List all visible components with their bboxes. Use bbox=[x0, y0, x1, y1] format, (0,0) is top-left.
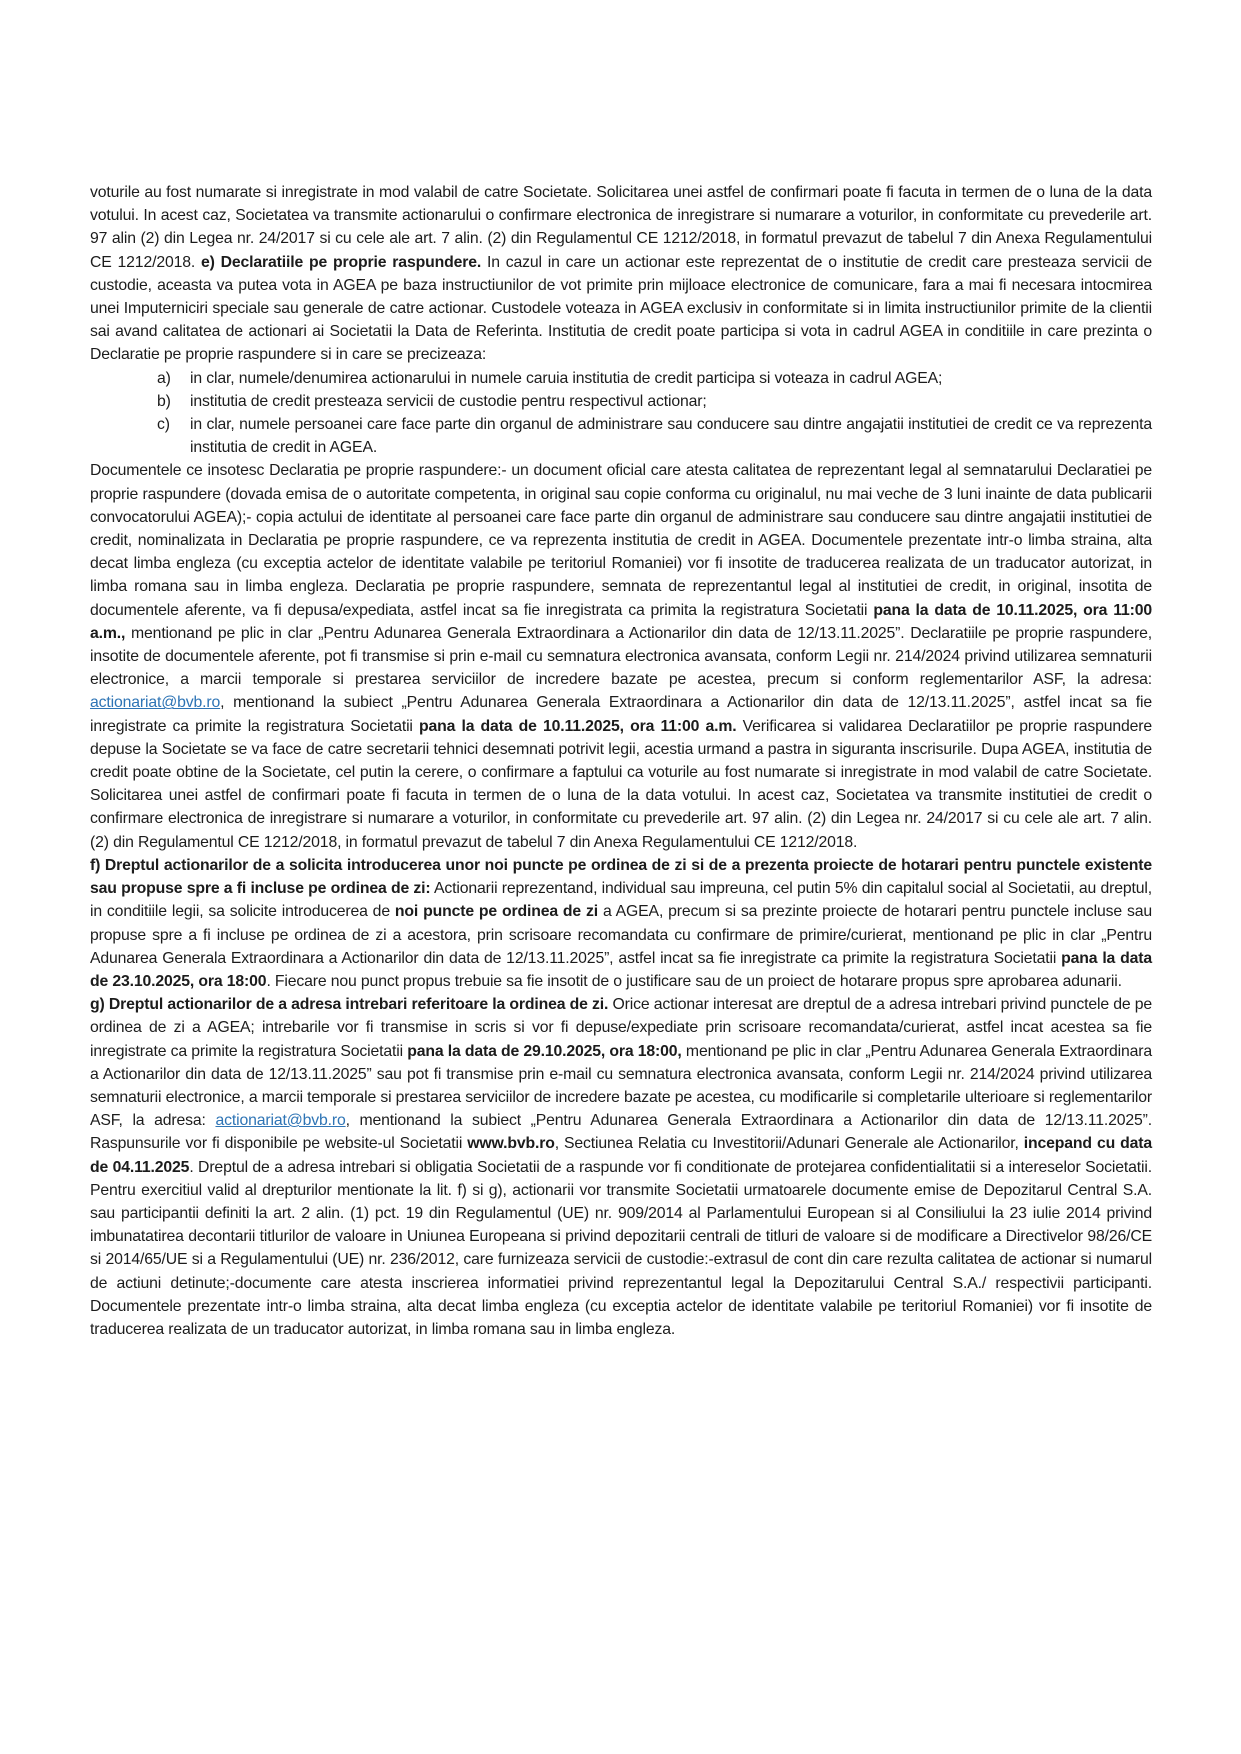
list-marker: a) bbox=[157, 369, 171, 387]
text-run: , Sectiunea Relatia cu Investitorii/Adunari Generale ale Actionarilor, bbox=[554, 1135, 1024, 1153]
bold-text-run: pana la data de 23.10.2025, ora 18:00 bbox=[90, 949, 1152, 990]
list-item bbox=[90, 390, 1152, 413]
bold-text-run: f) Dreptul actionarilor de a solicita introducerea unor noi puncte pe ordinea de zi si de a prezenta proiecte de hotarari pentru punctele existente sau propuse spre a fi incluse pe ordinea de zi: bbox=[90, 856, 1152, 898]
list-marker: b) bbox=[157, 392, 171, 410]
document-body bbox=[90, 181, 1152, 1341]
list-item bbox=[90, 413, 1152, 459]
paragraph bbox=[90, 459, 1152, 853]
bold-text-run: g) Dreptul actionarilor de a adresa intrebari referitoare la ordinea de zi. bbox=[90, 996, 609, 1014]
text-run: . Dreptul de a adresa intrebari si obligatia Societatii de a raspunde vor fi conditionate de protejarea confidentialitatii si a intereselor Societatii. Pentru exercitiul valid al drepturilor mentionate la lit. f) si g), actionarii vor transmite Societatii urmatoarele documente emise de Depozitarul Central S.A. sau participantii definiti la art. 2 alin. (1) pct. 19 din Regulamentul (UE) nr. 909/2014 al Parlamentului European si al Consiliului la 23 iulie 2014 privind imbunatatirea decontarii titlurilor de valoare in Uniunea Europeana si privind depozitarii centrali de titluri de valoare si de modificare a Directivelor 98/26/CE si 2014/65/UE si a Regulamentului (UE) nr. 236/2012, care furnizeaza servicii de custodie:-extrasul de cont din care rezulta calitatea de actionar si numarul de actiuni detinute;-documente care atesta inscrierea informatiei privind reprezentantul legal la Depozitarului Central S.A./ respectivii participanti. Documentele prezentate intr-o limba straina, alta decat limba engleza (cu exceptia actelor de identitate valabile pe teritoriul Romaniei) vor fi insotite de traducerea realizata de un traducator autorizat, in limba romana sau in limba engleza. bbox=[90, 1158, 1152, 1338]
bold-text-run: e) Declaratiile pe proprie raspundere. bbox=[201, 253, 482, 271]
text-run: Documentele ce insotesc Declaratia pe proprie raspundere:- un document oficial care atesta calitatea de reprezentant legal al semnatarului Declaratiei pe proprie raspundere (dovada emisa de o autoritate competenta, in original sau copie conforma cu originalul, nu mai veche de 3 luni inainte de data publicarii convocatorului AGEA);- copia actului de identitate al persoanei care face parte din organul de administrare sau conducere sau dintre angajatii institutiei de credit, nominalizata in Declaratia pe proprie raspundere, ce va reprezenta institutia de credit in AGEA. Documentele prezentate intr-o limba straina, alta decat limba engleza (cu exceptia actelor de identitate valabile pe teritoriul Romaniei) vor fi insotite de traducerea realizata de un traducator autorizat, in limba romana sau in limba engleza. Declaratia pe proprie raspundere, semnata de reprezentantul legal al institutiei de credit, in original, insotita de documentele aferente, va fi depusa/expediata, astfel incat sa fie inregistrata ca primita la registratura Societatii bbox=[90, 462, 1152, 619]
bold-text-run: noi puncte pe ordinea de zi bbox=[394, 903, 598, 921]
text-run: mentionand pe plic in clar „Pentru Adunarea Generala Extraordinara a Actionarilor din data de 12/13.11.2025” sau pot fi transmise prin e-mail cu semnatura electronica avansata, conform Legii nr. 214/2024 privind utilizarea semnaturii electronice, a marcii temporale si prestarea serviciilor de incredere bazate pe acestea, cu modificarile si completarile ulterioare si reglementarilor ASF, la adresa: bbox=[90, 1042, 1153, 1130]
list-item-text bbox=[190, 413, 1152, 459]
text-run: . Fiecare nou punct propus trebuie sa fie insotit de o justificare sau de un proiect de hotarare propus spre aprobarea adunarii. bbox=[266, 972, 1122, 990]
list-item bbox=[90, 367, 1152, 390]
list-item-text bbox=[190, 367, 1152, 390]
lettered-list bbox=[90, 367, 1152, 460]
email-link[interactable]: actionariat@bvb.ro bbox=[215, 1112, 346, 1130]
text-run: Verificarea si validarea Declaratiilor pe proprie raspundere depuse la Societate se va face de catre secretarii tehnici desemnati potrivit legii, acestia urmand a pastra in siguranta inscrisurile. Dupa AGEA, institutia de credit poate obtine de la Societate, cel putin la cerere, o confirmare a faptului ca voturile au fost numarate si inregistrate in mod valabil de catre Societate. Solicitarea unei astfel de confirmari poate fi facuta in termen de o luna de la data votului. In acest caz, Societatea va transmite institutiei de credit o confirmare electronica de inregistrare si numarare a voturilor, in conformitate cu prevederile art. 97 alin. (2) din Legea nr. 24/2017 si cu cele ale art. 7 alin. (2) din Regulamentul CE 1212/2018, in formatul prevazut de tabelul 7 din Anexa Regulamentului CE 1212/2018. bbox=[90, 717, 1152, 851]
text-run: In cazul in care un actionar este reprezentat de o institutie de credit care presteaza servicii de custodie, aceasta va putea vota in AGEA pe baza instructiunilor de vot primite prin mijloace electronice de comunicare, fara a mai fi necesara intocmirea unei Imputerniciri speciale sau generale de catre actionar. Custodele voteaza in AGEA exclusiv in conformitate si in limita instructiunilor primite de la clientii sai avand calitatea de actionari ai Societatii la Data de Referinta. Institutia de credit poate participa si vota in cadrul AGEA in conditiile in care prezinta o Declaratie pe proprie raspundere si in care se precizeaza: bbox=[90, 253, 1153, 364]
paragraph bbox=[90, 181, 1152, 367]
email-link[interactable]: actionariat@bvb.ro bbox=[90, 694, 221, 712]
paragraph bbox=[90, 854, 1152, 993]
text-run: Orice actionar interesat are dreptul de a adresa intrebari privind punctele de pe ordinea de zi a AGEA; intrebarile vor fi transmise in scris si vor fi depuse/expediate prin scrisoare recomandata/curierat, astfel incat acestea sa fie inregistrate ca primite la registratura Societatii bbox=[90, 996, 1152, 1060]
bold-text-run: pana la data de 10.11.2025, ora 11:00 a.m. bbox=[419, 717, 737, 735]
text-run: mentionand pe plic in clar „Pentru Adunarea Generala Extraordinara a Actionarilor din data de 12/13.11.2025”. Declaratiile pe proprie raspundere, insotite de documentele aferente, pot fi transmise si prin e-mail cu semnatura electronica avansata, conform Legii nr. 214/2024 privind utilizarea semnaturii electronice, a marcii temporale si prestarea serviciilor de incredere bazate pe acestea, precum si conform reglementarilor ASF, la adresa: bbox=[90, 624, 1152, 689]
bold-text-run: pana la data de 29.10.2025, ora 18:00, bbox=[407, 1042, 682, 1060]
paragraph bbox=[90, 993, 1152, 1341]
text-run: , mentionand la subiect „Pentru Adunarea Generala Extraordinara a Actionarilor din data de 12/13.11.2025”. Raspunsurile vor fi disponibile pe website-ul Societatii bbox=[90, 1112, 1152, 1153]
bold-text-run: incepand cu data de 04.11.2025 bbox=[90, 1135, 1153, 1176]
text-run: institutia de credit presteaza servicii de custodie pentru respectivul actionar; bbox=[190, 392, 707, 410]
text-run: in clar, numele/denumirea actionarului in numele caruia institutia de credit participa si voteaza in cadrul AGEA; bbox=[190, 369, 943, 387]
text-run: Actionarii reprezentand, individual sau impreuna, cel putin 5% din capitalul social al Societatii, au dreptul, in conditiile legii, sa solicite introducerea de bbox=[90, 880, 1152, 921]
text-run: in clar, numele persoanei care face parte din organul de administrare sau conducere sau dintre angajatii institutiei de credit ce va reprezenta institutia de credit in AGEA. bbox=[190, 416, 1152, 457]
text-run: , mentionand la subiect „Pentru Adunarea Generala Extraordinara a Actionarilor din data de 12/13.11.2025”, astfel incat sa fie inregistrate ca primite la registratura Societatii bbox=[90, 694, 1152, 735]
text-run: voturile au fost numarate si inregistrate in mod valabil de catre Societate. Solicitarea unei astfel de confirmari poate fi facuta in termen de o luna de la data votului. In acest caz, Societatea va transmite actionarului o confirmare electronica de inregistrare si numarare a voturilor, in conformitate cu prevederile art. 97 alin (2) din Legea nr. 24/2017 si cu cele ale art. 7 alin. (2) din Regulamentul CE 1212/2018, in formatul prevazut de tabelul 7 din Anexa Regulamentului CE 1212/2018. bbox=[90, 184, 1152, 271]
list-item-text bbox=[190, 390, 1152, 413]
list-marker: c) bbox=[157, 416, 170, 434]
bold-text-run: www.bvb.ro bbox=[467, 1135, 555, 1153]
bold-text-run: pana la data de 10.11.2025, ora 11:00 a.m., bbox=[90, 601, 1152, 642]
text-run: a AGEA, precum si sa prezinte proiecte de hotarari pentru punctele incluse sau propuse spre a fi incluse pe ordinea de zi a acestora, prin scrisoare recomandata cu confirmare de primire/curierat, mentionand pe plic in clar „Pentru Adunarea Generala Extraordinara a Actionarilor din data de 12/13.11.2025”, astfel incat sa fie inregistrate ca primite la registratura Societatii bbox=[90, 903, 1152, 967]
